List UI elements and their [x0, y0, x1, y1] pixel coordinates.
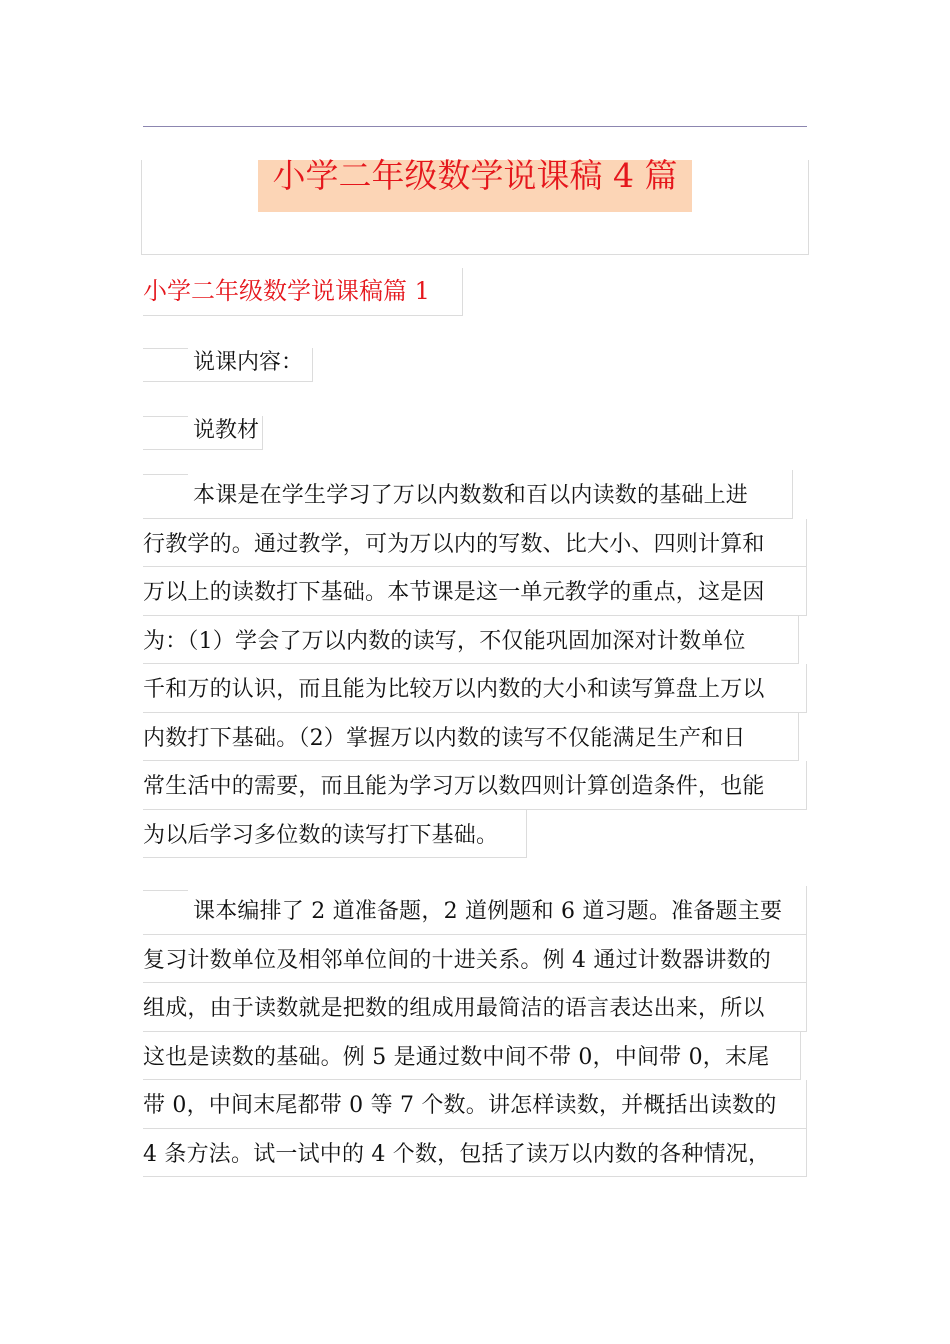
document-title: 小学二年级数学说课稿 4 篇: [272, 156, 678, 195]
label-content: [143, 348, 313, 382]
paragraph-line: 常生活中的需要，而且能为学习万以数四则计算创造条件，也能: [143, 761, 807, 810]
paragraph-line: 这也是读数的基础。例 5 是通过数中间不带 0，中间带 0，末尾: [143, 1032, 801, 1081]
paragraph-line: 带 0，中间末尾都带 0 等 7 个数。讲怎样读数，并概括出读数的: [143, 1080, 807, 1129]
paragraph-line: 组成，由于读数就是把数的组成用最简洁的语言表达出来，所以: [143, 983, 807, 1032]
indent-rule: [143, 348, 188, 349]
paragraph-line: 课本编排了 2 道准备题，2 道例题和 6 道习题。准备题主要: [143, 886, 807, 935]
paragraph-line: 行教学的。通过教学，可为万以内的写数、比大小、四则计算和: [143, 519, 807, 568]
paragraph-line: 本课是在学生学习了万以内数数和百以内读数的基础上进: [143, 470, 793, 519]
indent-rule: [143, 416, 188, 417]
label-material-text: 说教材: [193, 418, 260, 443]
label-content-text: 说课内容：: [193, 350, 304, 375]
label-material: [143, 416, 263, 450]
paragraph-line: 万以上的读数打下基础。本节课是这一单元教学的重点，这是因: [143, 567, 807, 616]
paragraph-line: 内数打下基础。（2）掌握万以内数的读写不仅能满足生产和日: [143, 713, 799, 762]
paragraph-2: [143, 886, 807, 1177]
paragraph-line: 4 条方法。试一试中的 4 个数，包括了读万以内数的各种情况，: [143, 1129, 807, 1178]
paragraph-line: 千和万的认识，而且能为比较万以内数的大小和读写算盘上万以: [143, 664, 807, 713]
paragraph-1: [143, 470, 807, 858]
paragraph-line: 复习计数单位及相邻单位间的十进关系。例 4 通过计数器讲数的: [143, 935, 807, 984]
top-divider: [143, 126, 807, 127]
section-heading: 小学二年级数学说课稿篇 1: [143, 268, 463, 316]
paragraph-line: 为：（1）学会了万以内数的读写，不仅能巩固加深对计数单位: [143, 616, 799, 665]
paragraph-line: 为以后学习多位数的读写打下基础。: [143, 810, 527, 859]
